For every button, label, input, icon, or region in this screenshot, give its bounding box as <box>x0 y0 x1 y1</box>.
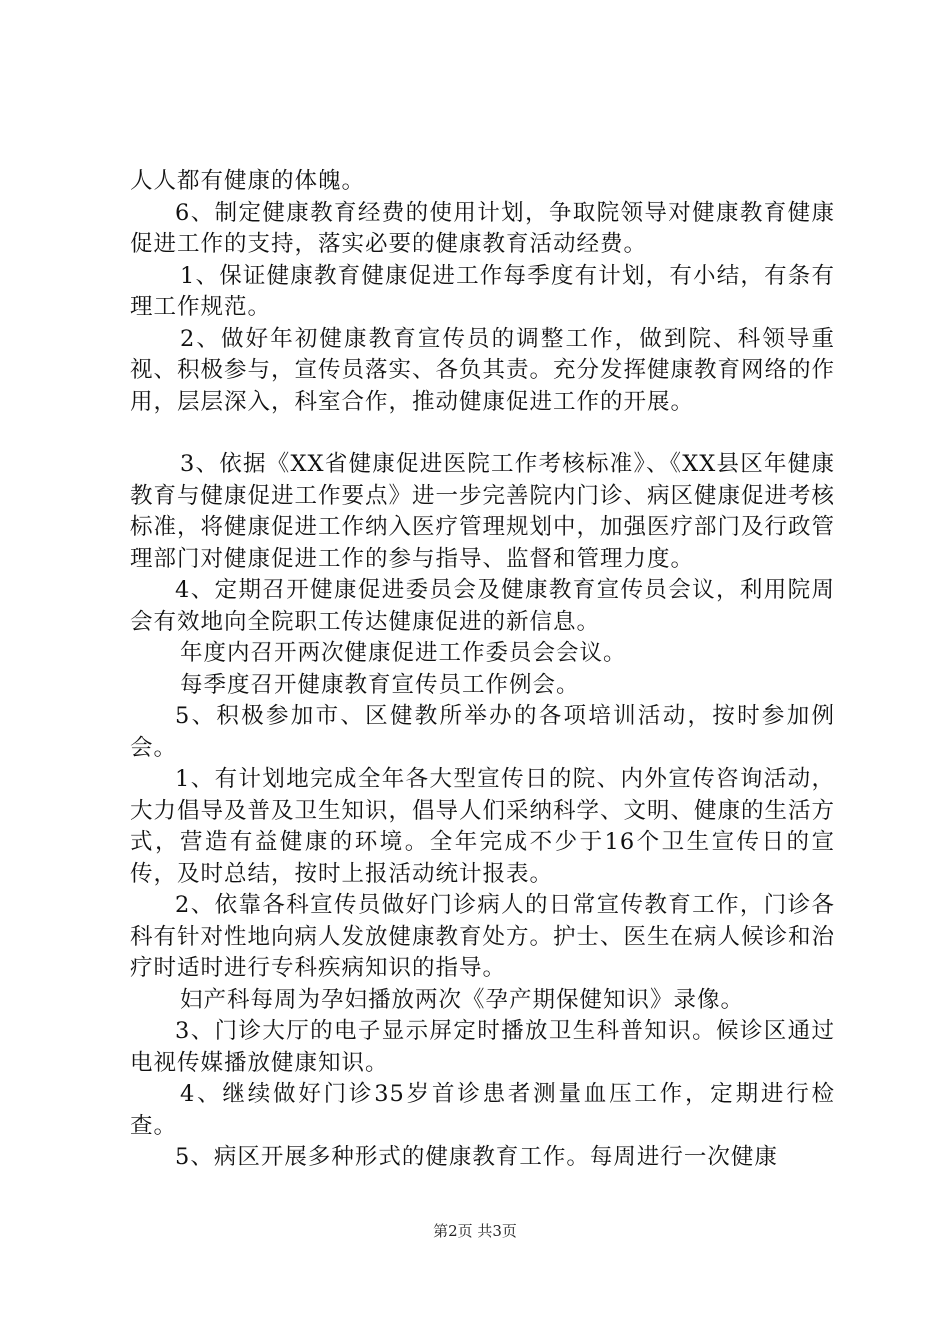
paragraph-3: 1、保证健康教育健康促进工作每季度有计划，有小结，有条有理工作规范。 <box>130 262 835 320</box>
paragraph-11: 2、依靠各科宣传员做好门诊病人的日常宣传教育工作，门诊各科有针对性地向病人发放健康教育处方。护士、医生在病人候诊和治疗时适时进行专科疾病知识的指导。 <box>130 892 836 981</box>
paragraph-1: 人人都有健康的体魄。 <box>130 168 366 194</box>
paragraph-14: 4、继续做好门诊35岁首诊患者测量血压工作，定期进行检查。 <box>130 1081 835 1139</box>
paragraph-12: 妇产科每周为孕妇播放两次《孕产期保健知识》录像。 <box>180 986 745 1013</box>
paragraph-6: 4、定期召开健康促进委员会及健康教育宣传员会议，利用院周会有效地向全院职工传达健康促进的新信息。 <box>130 577 835 635</box>
paragraph-15: 5、病区开展多种形式的健康教育工作。每周进行一次健康 <box>175 1144 778 1170</box>
document-body <box>130 166 835 1174</box>
page-footer: 第2页 共3页 <box>433 1222 517 1240</box>
paragraph-2: 6、制定健康教育经费的使用计划，争取院领导对健康教育健康促进工作的支持，落实必要的健康教育活动经费。 <box>130 199 835 257</box>
paragraph-gap <box>130 418 835 449</box>
paragraph-9: 5、积极参加市、区健教所举办的各项培训活动，按时参加例会。 <box>130 703 835 761</box>
paragraph-8: 每季度召开健康教育宣传员工作例会。 <box>180 671 580 698</box>
paragraph-4: 2、做好年初健康教育宣传员的调整工作，做到院、科领导重视、积极参与，宣传员落实、各负其责。充分发挥健康教育网络的作用，层层深入，科室合作，推动健康促进工作的开展。 <box>130 325 836 415</box>
paragraph-7: 年度内召开两次健康促进工作委员会会议。 <box>180 640 627 666</box>
paragraph-5: 3、依据《XX省健康促进医院工作考核标准》、《XX县区年健康教育与健康促进工作要点》进一步完善院内门诊、病区健康促进考核标准，将健康促进工作纳入医疗管理规划中，加强医疗部门及行政管理部门对健康促进工作的参与指导、监督和管理力度。 <box>130 451 836 572</box>
paragraph-13: 3、门诊大厅的电子显示屏定时播放卫生科普知识。候诊区通过电视传媒播放健康知识。 <box>130 1018 835 1076</box>
paragraph-10: 1、有计划地完成全年各大型宣传日的院、内外宣传咨询活动，大力倡导及普及卫生知识，倡导人们采纳科学、文明、健康的生活方式，营造有益健康的环境。全年完成不少于16个卫生宣传日的宣传，及时总结，按时上报活动统计报表。 <box>130 766 836 887</box>
